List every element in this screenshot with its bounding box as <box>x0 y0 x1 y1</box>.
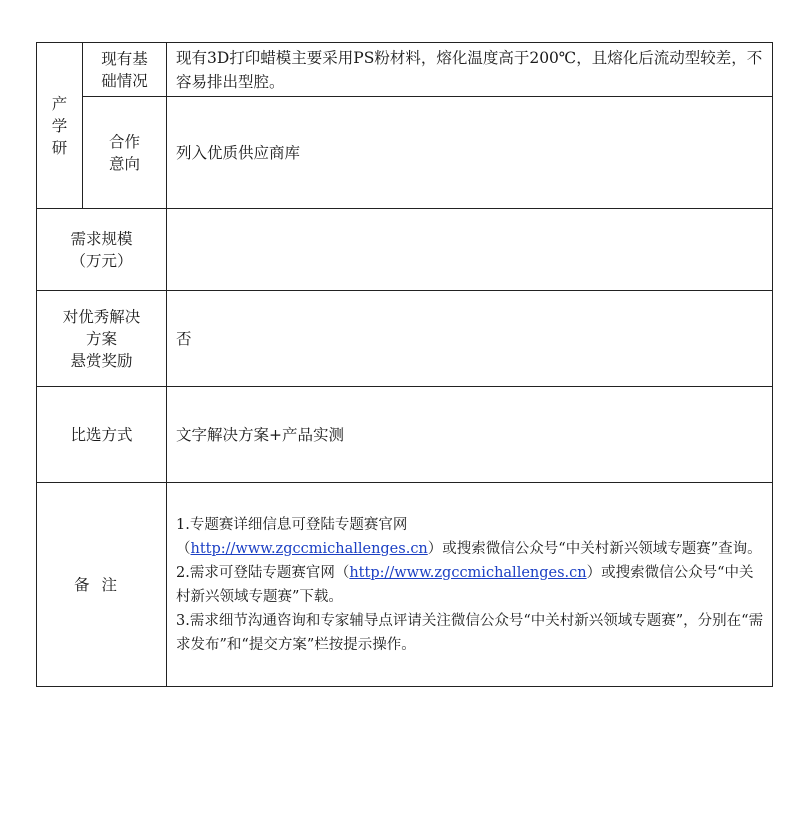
coop-value: 列入优质供应商库 <box>167 97 773 209</box>
coop-label-cell <box>83 97 167 209</box>
note-2-prefix: 2.需求可登陆专题赛官网（ <box>176 564 350 581</box>
table-row <box>37 291 773 387</box>
chanxueyan-cell <box>37 43 83 209</box>
basis-label-cell <box>83 43 167 97</box>
note-2 <box>176 561 766 609</box>
scale-value <box>167 209 773 291</box>
basis-value: 现有3D打印蜡模主要采用PS粉材料，熔化温度高于200℃，且熔化后流动型较差，不容易排出型腔。 <box>167 43 773 97</box>
scale-label-line2: （万元） <box>70 251 133 270</box>
note-3: 3.需求细节沟通咨询和专家辅导点评请关注微信公众号“中关村新兴领域专题赛”，分别在“需求发布”和“提交方案”栏按提示操作。 <box>176 612 764 653</box>
chanxueyan-label: 产学研 <box>51 94 68 157</box>
table-row <box>37 387 773 483</box>
table-row <box>37 483 773 687</box>
note-2-rest: ）或搜索微信公众号“中关村新兴领域专题赛”下载。 <box>176 564 754 605</box>
coop-label-line1: 合作 <box>108 132 140 151</box>
method-value: 文字解决方案+产品实测 <box>167 387 773 483</box>
note-2-website-link[interactable]: http://www.zgccmichallenges.cn <box>349 564 587 581</box>
table-row <box>37 209 773 291</box>
table-row <box>37 97 773 209</box>
coop-label-line2: 意向 <box>108 154 140 173</box>
reward-label-line1: 对优秀解决 <box>62 307 141 326</box>
note-1-rest: ）或搜索微信公众号“中关村新兴领域专题赛”查询。 <box>427 540 762 557</box>
table-row <box>37 43 773 97</box>
reward-value: 否 <box>167 291 773 387</box>
method-label: 比选方式 <box>37 387 167 483</box>
note-1-line1: 1.专题赛详细信息可登陆专题赛官网 <box>176 516 408 533</box>
note-1-website-link[interactable]: http://www.zgccmichallenges.cn <box>190 540 428 557</box>
reward-label-line3: 悬赏奖励 <box>70 351 133 370</box>
reward-label-line2: 方案 <box>85 329 117 348</box>
reward-label-cell <box>37 291 167 387</box>
scale-label-line1: 需求规模 <box>70 229 133 248</box>
note-1 <box>176 513 766 561</box>
notes-label: 备注 <box>73 575 129 594</box>
requirement-table <box>36 42 773 687</box>
basis-label-line1: 现有基 <box>101 49 148 68</box>
scale-label-cell <box>37 209 167 291</box>
basis-label-line2: 础情况 <box>101 71 148 90</box>
notes-cell <box>167 483 773 687</box>
note-1-bracket-open: （ <box>176 540 191 557</box>
notes-label-cell <box>37 483 167 687</box>
